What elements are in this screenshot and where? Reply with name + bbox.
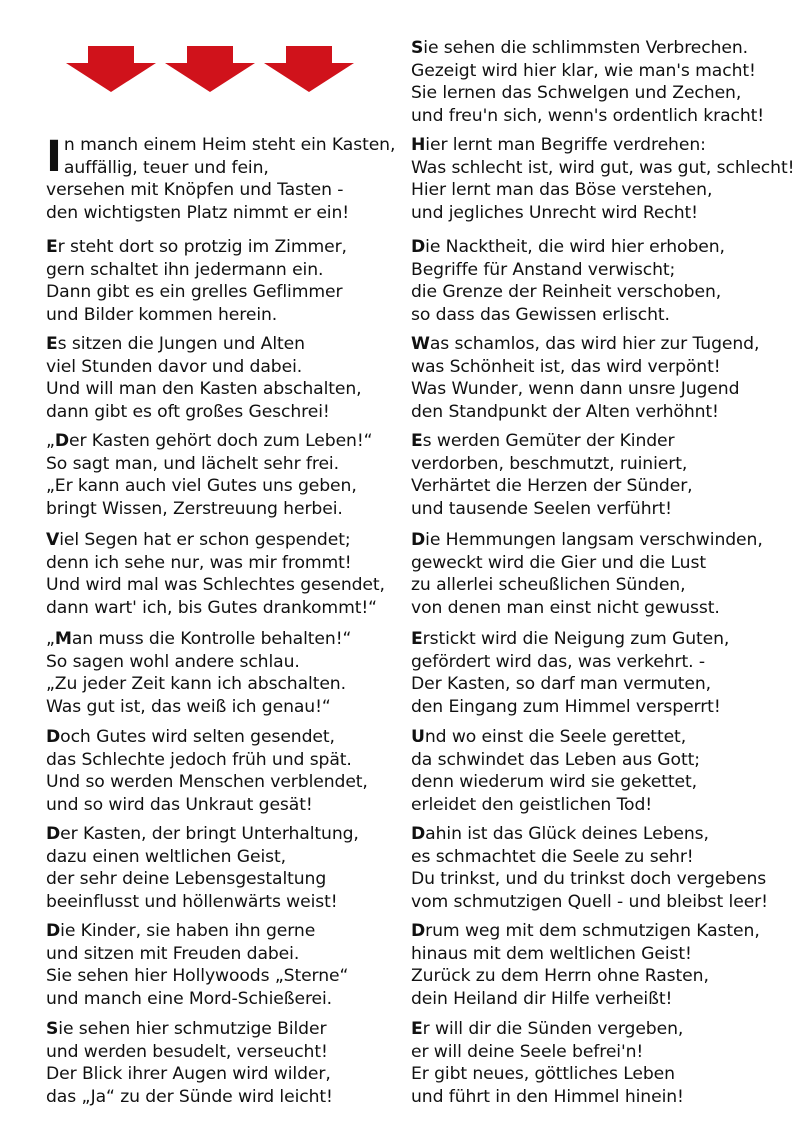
stanza [46,333,398,423]
verse-line: Und will man den Kasten abschalten, [46,379,362,400]
verse-line: Doch Gutes wird selten gesendet, [46,727,335,747]
initial-letter: D [411,237,426,257]
verse-line: Sie sehen die schlimmsten Verbrechen. [411,38,749,58]
verse-line: Er gibt neues, göttliches Leben [411,1064,675,1085]
initial-letter: D [46,921,61,941]
stanza [411,236,796,326]
verse-line: Hier lernt man das Böse verstehen, [411,180,713,201]
initial-letter: D [46,824,61,844]
verse-line: Der Kasten, der bringt Unterhaltung, [46,824,359,844]
verse-line: was Schönheit ist, das wird verpönt! [411,356,721,377]
verse-line: hinaus mit dem weltlichen Geist! [411,943,692,964]
initial-letter: D [411,530,426,550]
initial-letter: D [411,824,426,844]
verse-line: der sehr deine Lebensgestaltung [46,869,327,890]
verse-line: Was Wunder, wenn dann unsre Jugend [411,379,740,400]
stanza [411,529,796,619]
initial-letter: E [411,1019,423,1039]
verse-line: Erstickt wird die Neigung zum Guten, [411,629,730,649]
stanza [411,430,796,520]
verse-line: beeinflusst und höllenwärts weist! [46,891,338,912]
stanza [46,628,398,718]
stanza [46,134,398,224]
stanza [46,529,398,619]
verse-line: so dass das Gewissen erlischt. [411,304,670,325]
verse-line: Was schamlos, das wird hier zur Tugend, [411,334,760,354]
stanza [411,37,796,127]
stanza [411,628,796,718]
verse-line: Sie sehen hier Hollywoods „Sterne“ [46,966,349,987]
stanza [46,430,398,520]
initial-letter: D [46,727,61,747]
arrow-shape [264,46,354,92]
verse-line: denn ich sehe nur, was mir frommt! [46,552,352,573]
verse-line: Sie sehen hier schmutzige Bilder [46,1019,327,1039]
initial-letter: W [411,334,430,354]
verse-line: da schwindet das Leben aus Gott; [411,749,700,770]
verse-line: und so wird das Unkraut gesät! [46,794,313,815]
verse-line: den wichtigsten Platz nimmt er ein! [46,202,350,223]
verse-line: Der Kasten, so darf man vermuten, [411,674,712,695]
verse-line: und werden besudelt, verseucht! [46,1041,328,1062]
initial-letter: S [411,38,424,58]
arrow-down-icon [66,46,156,92]
verse-line: „Man muss die Kontrolle behalten!“ [46,629,352,649]
verse-line: Viel Segen hat er schon gespendet; [46,530,351,550]
drop-cap: I [46,132,62,182]
initial-letter: D [54,431,69,451]
verse-line: geweckt wird die Gier und die Lust [411,552,706,573]
initial-letter: S [46,1019,59,1039]
verse-line: Der Blick ihrer Augen wird wilder, [46,1064,331,1085]
verse-line: Er steht dort so protzig im Zimmer, [46,237,347,257]
verse-line: und manch eine Mord-Schießerei. [46,988,333,1009]
stanza [411,333,796,423]
verse-line: das „Ja“ zu der Sünde wird leicht! [46,1086,333,1107]
verse-line: gefördert wird das, was verkehrt. - [411,651,705,672]
verse-line: n manch einem Heim steht ein Kasten, [63,135,396,155]
initial-letter: U [411,727,425,747]
verse-line: erleidet den geistlichen Tod! [411,794,653,815]
verse-line: Und so werden Menschen verblendet, [46,772,368,793]
verse-line: Und wird mal was Schlechtes gesendet, [46,575,385,596]
stanza [46,1018,398,1108]
verse-line: und führt in den Himmel hinein! [411,1086,684,1107]
verse-line: zu allerlei scheußlichen Sünden, [411,575,686,596]
verse-line: versehen mit Knöpfen und Tasten - [46,180,344,201]
verse-line: Die Nacktheit, die wird hier erhoben, [411,237,725,257]
initial-letter: M [54,629,72,649]
verse-line: Verhärtet die Herzen der Sünder, [411,476,693,497]
verse-line: Was gut ist, das weiß ich genau!“ [46,696,331,717]
verse-line: den Standpunkt der Alten verhöhnt! [411,401,719,422]
verse-line: Hier lernt man Begriffe verdrehen: [411,135,706,155]
stanza [46,823,398,913]
verse-line: So sagt man, und lächelt sehr frei. [46,453,339,474]
verse-line: Die Kinder, sie haben ihn gerne [46,921,316,941]
verse-line: „Er kann auch viel Gutes uns geben, [46,476,357,497]
stanza [411,1018,796,1108]
verse-line: „Zu jeder Zeit kann ich abschalten. [46,674,346,695]
verse-line: Die Hemmungen langsam verschwinden, [411,530,763,550]
verse-line: den Eingang zum Himmel versperrt! [411,696,721,717]
verse-line: er will deine Seele befrei'n! [411,1041,644,1062]
initial-letter: D [411,921,426,941]
stanza [411,920,796,1010]
verse-line: dein Heiland dir Hilfe verheißt! [411,988,673,1009]
arrow-down-icon [165,46,255,92]
arrow-row [66,46,358,92]
verse-line: und freu'n sich, wenn's ordentlich kracht! [411,105,765,126]
verse-line: und tausende Seelen verführt! [411,498,672,519]
verse-line: Dahin ist das Glück deines Lebens, [411,824,709,844]
verse-line: verdorben, beschmutzt, ruiniert, [411,453,688,474]
verse-line: Es sitzen die Jungen und Alten [46,334,305,354]
stanza [46,920,398,1010]
arrow-down-icon [264,46,354,92]
verse-line: Zurück zu dem Herrn ohne Rasten, [411,966,709,987]
verse-line: vom schmutzigen Quell - und bleibst leer! [411,891,768,912]
stanza [46,726,398,816]
verse-line: „Der Kasten gehört doch zum Leben!“ [46,431,373,451]
initial-letter: V [46,530,60,550]
verse-line: Es werden Gemüter der Kinder [411,431,675,451]
initial-letter: E [46,237,58,257]
stanza [411,823,796,913]
verse-line: und Bilder kommen herein. [46,304,278,325]
verse-line: Dann gibt es ein grelles Geflimmer [46,282,343,303]
verse-line: dazu einen weltlichen Geist, [46,846,286,867]
stanza [46,236,398,326]
verse-line: und jegliches Unrecht wird Recht! [411,202,698,223]
verse-line: viel Stunden davor und dabei. [46,356,303,377]
verse-line: Du trinkst, und du trinkst doch vergebens [411,869,767,890]
verse-line: Sie lernen das Schwelgen und Zechen, [411,83,742,104]
verse-line: die Grenze der Reinheit verschoben, [411,282,722,303]
initial-letter: E [411,431,423,451]
verse-line: das Schlechte jedoch früh und spät. [46,749,352,770]
verse-line: und sitzen mit Freuden dabei. [46,943,300,964]
initial-letter: H [411,135,426,155]
verse-line: dann wart' ich, bis Gutes drankommt!“ [46,597,377,618]
verse-line: gern schaltet ihn jedermann ein. [46,259,324,280]
initial-letter: E [411,629,423,649]
verse-line: Und wo einst die Seele gerettet, [411,727,687,747]
verse-line: Er will dir die Sünden vergeben, [411,1019,684,1039]
arrow-shape [165,46,255,92]
verse-line: denn wiederum wird sie gekettet, [411,772,697,793]
stanza [411,726,796,816]
verse-line: es schmachtet die Seele zu sehr! [411,846,694,867]
verse-line: auffällig, teuer und fein, [63,157,269,178]
verse-line: von denen man einst nicht gewusst. [411,597,720,618]
verse-line: dann gibt es oft großes Geschrei! [46,401,330,422]
verse-line: Drum weg mit dem schmutzigen Kasten, [411,921,760,941]
arrow-shape [66,46,156,92]
verse-line: So sagen wohl andere schlau. [46,651,300,672]
verse-line: Gezeigt wird hier klar, wie man's macht! [411,60,756,81]
verse-line: bringt Wissen, Zerstreuung herbei. [46,498,343,519]
initial-letter: E [46,334,58,354]
verse-line: Begriffe für Anstand verwischt; [411,259,676,280]
verse-line: Was schlecht ist, wird gut, was gut, schlecht! [411,157,795,178]
stanza [411,134,796,224]
